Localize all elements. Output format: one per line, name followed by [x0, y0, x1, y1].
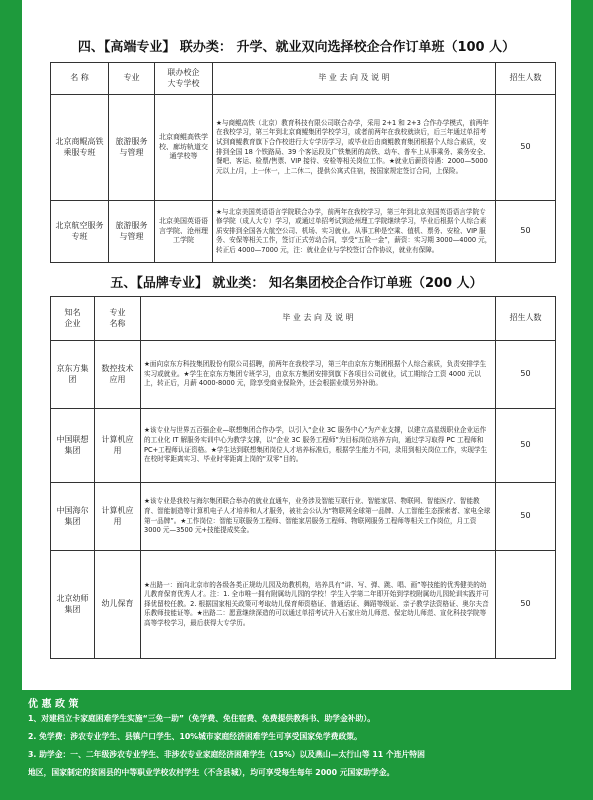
program-major: 旅游服务与管理 [109, 95, 155, 201]
policy-line: 1、对建档立卡家庭困难学生实施“三免一助”（免学费、免住宿费、免费提供教科书、助学金补助）。 [28, 714, 376, 723]
policy-line: 2. 免学费：涉农专业学生、县镇户口学生、10%城市家庭经济困难学生可享受国家免学费政策。 [28, 732, 362, 741]
header-partner: 联办校企 大专学校 [155, 63, 213, 95]
company-desc: ★该专业是我校与海尔集团联合举办的就业直通车，业务涉及智能互联行业、智能家居、物联网、智能医疗、智能教育、智能制造等计算机电子人才培养和人才服务，被社会公认为“物联网全球第一品牌、人工智能生态探索者、家电全球第一品牌”。★工作岗位：智能互联服务工程师、智能家居服务工程师、物联网服务工程师等相关工作岗位，月工资 3000 元—3500 元+技能提成奖金。 [141, 483, 496, 551]
header-company: 知名 企业 [51, 297, 95, 341]
company-name: 中国联想集团 [51, 409, 95, 483]
header-name: 名 称 [51, 63, 109, 95]
table-row [51, 201, 556, 263]
program-desc: ★与商鲲高铁（北京）教育科技有限公司联合办学，采用 2+1 和 2+3 合作办学模式，前两年在我校学习，第三年到北京商鲲集团学校学习，或者前两年在我校就读后，后三年通过单招考试到商鲲教育旗下合作校进行大专学历学习，或毕业后由商鲲教育集团根据个人综合素质，安排到全国 18 个铁路局、39 个客运段及广铁集团的高铁、动车、普车上从事乘务、乘务安全、餐吧、客运、检票/售票、VIP 接待、安检等相关岗位工作。★就业后薪资待遇：2000—5000 元以上/月，上一休一，上二休二，提供公寓式住宿，按国家规定签订合同，上保险。 [213, 95, 496, 201]
section4-title: 四、【高端专业】 联办类： 升学、就业双向选择校企合作订单班（100 人） [77, 40, 516, 55]
policy-line: 3. 助学金：一、二年级涉农专业学生、非涉农专业家庭经济困难学生（15%）以及燕山—太行山等 11 个连片特困 [28, 750, 425, 759]
program-partner: 北京商鲲高铁学校、廊坊轨道交通学校等 [155, 95, 213, 201]
company-count: 50 [496, 409, 556, 483]
section5-header-row [51, 297, 556, 341]
table-row [51, 551, 556, 659]
right-green-border [571, 0, 593, 690]
company-major: 计算机应用 [95, 483, 141, 551]
company-name: 中国海尔集团 [51, 483, 95, 551]
section4-table [50, 62, 556, 263]
left-green-border [0, 0, 22, 690]
company-name: 北京幼师集团 [51, 551, 95, 659]
company-desc: ★出路一：面向北京市的各级各类正规幼儿园及幼教机构，培养具有“讲、写、弹、跳、唱、画”等技能的优秀健美的幼儿教育保育优秀人才。注：1. 全市唯一拥有附属幼儿园的学校！学生入学第二年即开始到学校附属幼儿园轮训实践并可择优留校任教。2. 根据国家相关政策可考取幼儿保育师资格证、普通话证、舞蹈等级证、亲子教学法资格证、奥尔夫音乐教师技能证等。★出路二：愿意继续深造的可以通过单招考试升入石家庄幼儿师范、保定幼儿师范、宣化科技学院等高等学校学习，最后获得大专学历。 [141, 551, 496, 659]
table-row [51, 341, 556, 409]
company-major: 幼儿保育 [95, 551, 141, 659]
program-name: 北京航空服务专班 [51, 201, 109, 263]
header-major: 专业 [109, 63, 155, 95]
table-row [51, 95, 556, 201]
program-name: 北京商鲲高铁乘服专班 [51, 95, 109, 201]
header-count: 招生人数 [496, 297, 556, 341]
company-count: 50 [496, 341, 556, 409]
header-desc: 毕 业 去 向 及 说 明 [213, 63, 496, 95]
company-desc: ★该专业与世界五百强企业—联想集团合作办学，以引入“企业 3C 服务中心”为产业支撑，以建立高星级职业企业运作的工业化 IT 解服务实训中心为教学支撑，以“企业 3C 服务工程师”为目标岗位培养方向，通过学习取得 PC 工程师和 PC+工程师认证资格。★学生达到联想集团岗位人才培养标准后，根据学生能力不同，录用到相关岗位工作，实现学生在校时零距离实习、毕业时零距离上岗的“双零”目的。 [141, 409, 496, 483]
company-major: 数控技术应用 [95, 341, 141, 409]
table-row [51, 409, 556, 483]
company-name: 京东方集团 [51, 341, 95, 409]
header-desc: 毕 业 去 向 及 说 明 [141, 297, 496, 341]
policy-line: 地区，国家制定的贫困县的中等职业学校农村学生（不含县城），均可享受每生每年 2000 元国家助学金。 [28, 768, 395, 777]
header-major: 专业 名称 [95, 297, 141, 341]
policy-banner [0, 690, 593, 800]
company-major: 计算机应用 [95, 409, 141, 483]
company-desc: ★面向京东方科技集团股份有限公司招聘，前两年在我校学习，第三年由京东方集团根据个人综合素质，负责安排学生实习或就业。★学生在京东方集团专班学习，由京东方集团安排到旗下各项目公司就业，试工期综合工资 4000 元以上，转正后，月薪 4000-8000 元，除享受商业保险外，还会根据业绩另外补助。 [141, 341, 496, 409]
section5-table [50, 296, 556, 659]
program-partner: 北京美国英语语言学院、沧州理工学院 [155, 201, 213, 263]
section5-title: 五、【品牌专业】 就业类： 知名集团校企合作订单班（200 人） [110, 276, 483, 291]
program-major: 旅游服务与管理 [109, 201, 155, 263]
company-count: 50 [496, 551, 556, 659]
section4-header-row [51, 63, 556, 95]
company-count: 50 [496, 483, 556, 551]
program-desc: ★与北京美国英语语言学院联合办学，前两年在我校学习，第三年到北京美国英语语言学院专修学院（成人大专）学习，或通过单招考试到沧州理工学院继续学习，毕业后根据个人综合素质安排到全国各大航空公司、机场、实习就业。从事工种是空乘、值机、票务、安检、VIP 服务、安保等相关工作，签订正式劳动合同，享受“五险一金”，薪资：实习期 3000—4000 元，转正后 4000—7000 元，注：就业企业与学校签订合作协议，就业有保障。 [213, 201, 496, 263]
program-count: 50 [496, 95, 556, 201]
policy-title: 优 惠 政 策 [28, 699, 79, 710]
table-row [51, 483, 556, 551]
header-count: 招生人数 [496, 63, 556, 95]
program-count: 50 [496, 201, 556, 263]
